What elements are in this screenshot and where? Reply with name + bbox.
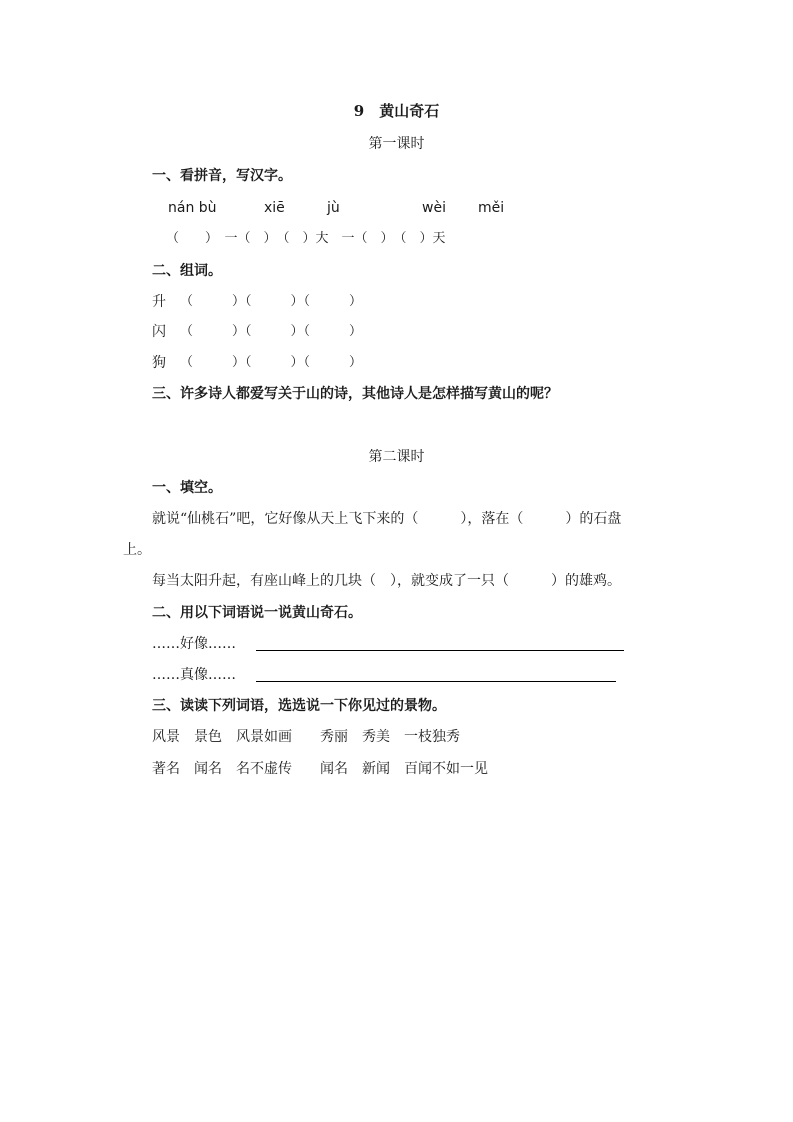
- lesson2-heading: 第二课时: [368, 449, 425, 465]
- fill-sentence-2: 每当太阳升起，有座山峰上的几块（ ），就变成了一只（ ）的雄鸡。: [152, 573, 621, 589]
- pinyin-1: nán bù: [168, 200, 217, 216]
- pinyin-3: jù: [327, 200, 340, 216]
- lesson1-heading: 第一课时: [368, 136, 425, 152]
- word-row-1-blanks: （ ）（ ）（ ）: [180, 294, 363, 309]
- vocab-row-2: 著名 闻名 名不虚传 闻名 新闻 百闻不如一见: [152, 761, 488, 777]
- word-row-2-char: 闪: [152, 324, 166, 340]
- page-title: 9 黄山奇石: [353, 102, 440, 120]
- fill-sentence-1-cont: 上。: [123, 542, 151, 558]
- word-row-1-char: 升: [152, 294, 166, 310]
- l2-q2-label: 二、用以下词语说一说黄山奇石。: [152, 605, 362, 621]
- word-row-3-blanks: （ ）（ ）（ ）: [180, 355, 363, 370]
- word-row-2-blanks: （ ）（ ）（ ）: [180, 324, 363, 339]
- l2-q1-label: 一、填空。: [152, 480, 222, 496]
- fill-sentence-1: 就说“仙桃石”吧，它好像从天上飞下来的（ ），落在（ ）的石盘: [152, 511, 622, 527]
- phrase-haoxiang: ……好像……: [152, 636, 236, 652]
- answer-line-2[interactable]: [256, 681, 616, 682]
- word-row-3-char: 狗: [152, 355, 166, 371]
- l2-q3-label: 三、读读下列词语，选选说一下你见过的景物。: [152, 698, 446, 714]
- pinyin-answer-blanks: （ ） 一（ ） （ ）大 一（ ） （ ）天: [166, 231, 446, 246]
- pinyin-5: měi: [478, 200, 505, 216]
- pinyin-4: wèi: [422, 200, 446, 216]
- l1-q3-label: 三、许多诗人都爱写关于山的诗，其他诗人是怎样描写黄山的呢？: [152, 386, 558, 402]
- pinyin-2: xiē: [264, 200, 285, 216]
- l1-q1-label: 一、看拼音，写汉字。: [152, 168, 292, 184]
- vocab-row-1: 风景 景色 风景如画 秀丽 秀美 一枝独秀: [152, 729, 460, 745]
- phrase-zhenxiang: ……真像……: [152, 667, 236, 683]
- answer-line-1[interactable]: [256, 650, 624, 651]
- l1-q2-label: 二、组词。: [152, 263, 222, 279]
